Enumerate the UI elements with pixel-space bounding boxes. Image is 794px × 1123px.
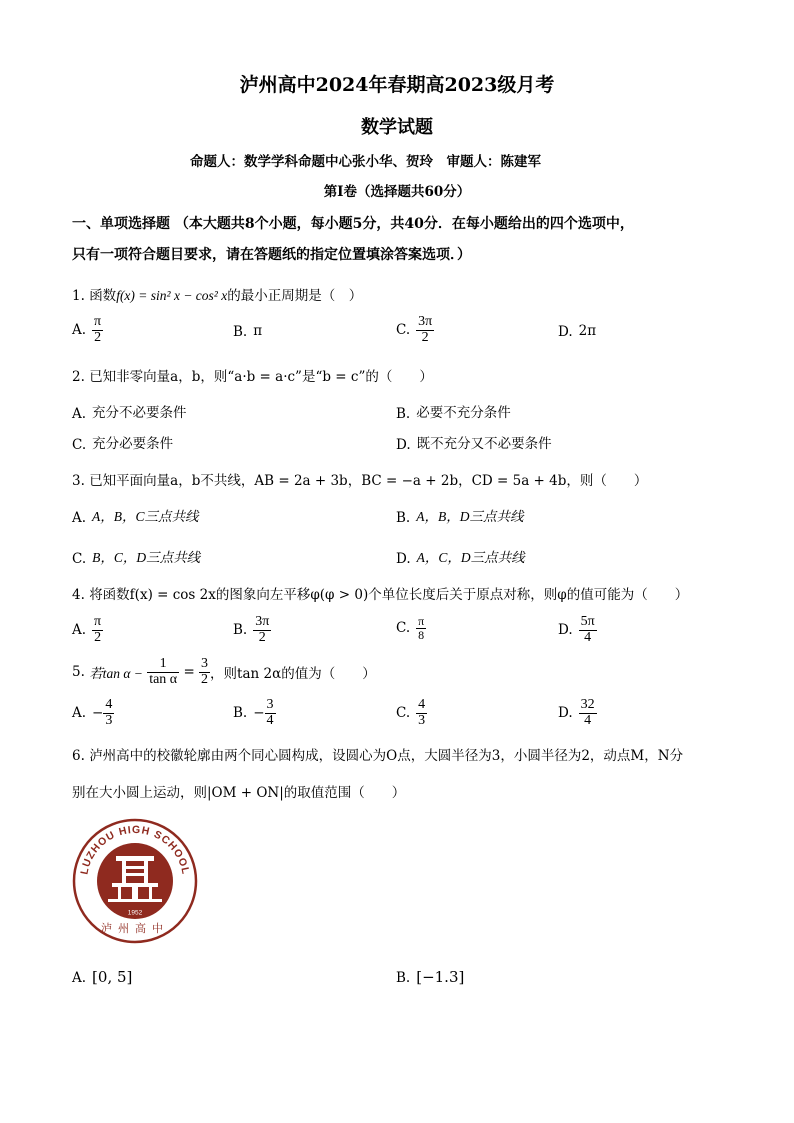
frac-num: π: [418, 614, 425, 628]
question-prefix: 若tan α −: [89, 666, 143, 682]
option-label: A.: [72, 970, 87, 986]
question-number: 6.: [72, 748, 85, 764]
question-suffix: 的最小正周期是（ ）: [227, 288, 363, 304]
option-text: 既不充分又不必要条件: [416, 436, 552, 452]
option-label: A.: [72, 405, 87, 422]
option-text: [−1.3]: [416, 968, 465, 986]
question-number: 5.: [72, 664, 85, 681]
option-label: B.: [396, 970, 411, 986]
question-prefix: 函数: [89, 288, 117, 304]
option-5d: [558, 698, 597, 728]
section-heading-line1: 一、单项选择题 （本大题共8个小题，每小题5分，共40分．在每小题给出的四个选项中，: [72, 216, 634, 232]
option-3d: [396, 546, 525, 567]
option-5b: [233, 698, 276, 728]
option-label: B.: [396, 509, 411, 526]
question-5: [72, 657, 376, 687]
year-text: 1952: [127, 909, 143, 917]
frac-den: 2: [201, 671, 209, 687]
option-1c: [396, 315, 434, 345]
exam-part: 第Ⅰ卷（选择题共60分）: [323, 184, 471, 200]
question-number: 3.: [72, 473, 85, 489]
frac-den: 8: [418, 627, 425, 642]
option-2a: [72, 401, 187, 422]
question-3: [72, 469, 647, 489]
frac-den: 2: [94, 329, 102, 345]
option-5c: [396, 698, 427, 728]
frac-den: 4: [584, 712, 592, 728]
option-text: B，C，D三点共线: [92, 550, 201, 565]
option-2d: [396, 432, 552, 453]
frac-num: 4: [418, 697, 426, 712]
section-heading-line2: 只有一项符合题目要求，请在答题纸的指定位置填涂答案选项．）: [72, 247, 471, 263]
question-text: 别在大小圆上运动，则|OM + ON|的取值范围（ ）: [72, 785, 406, 801]
option-4b: [233, 615, 271, 645]
option-6b: [396, 968, 464, 986]
frac-num: π: [94, 614, 102, 629]
exam-subject: 数学试题: [361, 117, 433, 138]
exam-title: 泸州高中2024年春期高2023级月考: [239, 74, 555, 96]
option-2c: [72, 432, 173, 453]
option-label: A.: [72, 322, 87, 339]
option-label: C.: [396, 322, 411, 339]
option-label: A.: [72, 509, 87, 526]
option-text: A，B，D三点共线: [416, 509, 524, 524]
logo-bottom-text: 泸州高中: [101, 922, 169, 935]
option-1d: [558, 323, 596, 340]
option-label: D.: [558, 622, 573, 639]
option-label: A.: [72, 705, 87, 722]
option-label: D.: [396, 436, 411, 453]
school-logo: [72, 818, 198, 944]
option-sign: −: [253, 705, 265, 722]
option-1a: [72, 315, 103, 345]
option-label: C.: [396, 705, 411, 722]
option-text: [0, 5]: [92, 968, 133, 986]
option-label: B.: [233, 323, 248, 340]
option-label: B.: [396, 405, 411, 422]
option-text: 必要不充分条件: [416, 405, 511, 421]
option-6a: [72, 968, 132, 986]
question-text: 已知平面向量a，b不共线，AB = 2a + 3b，BC = −a + 2b，CD = 5a + 4b，则（ ）: [89, 473, 648, 489]
option-text: 2π: [578, 323, 597, 339]
question-expression: f(x) = sin² x − cos² x: [116, 288, 228, 303]
option-text: 充分必要条件: [92, 436, 174, 452]
option-label: D.: [396, 550, 411, 567]
option-3c: [72, 546, 200, 567]
frac-num: 3π: [255, 614, 270, 629]
frac-den: 3: [418, 712, 426, 728]
question-suffix: ，则tan 2α的值为（ ）: [210, 666, 376, 683]
frac-num: 3: [266, 697, 274, 712]
option-4c: [396, 615, 426, 641]
question-6-line1: [72, 744, 683, 764]
frac-num: 1: [147, 657, 179, 673]
equals-sign: =: [183, 664, 195, 681]
frac-num: 3π: [418, 314, 433, 329]
option-label: D.: [558, 323, 573, 340]
frac-num: 4: [105, 697, 113, 712]
question-text: 已知非零向量a，b，则“a·b = a·c”是“b = c”的（ ）: [89, 369, 433, 385]
frac-den: 2: [94, 629, 102, 645]
option-text: A，B，C三点共线: [92, 509, 199, 524]
option-text: π: [253, 323, 263, 339]
option-label: B.: [233, 705, 248, 722]
question-number: 1.: [72, 288, 85, 304]
option-label: B.: [233, 622, 248, 639]
option-text: A，C，D三点共线: [416, 550, 525, 565]
frac-den: 2: [421, 329, 429, 345]
option-4a: [72, 615, 103, 645]
option-label: C.: [72, 436, 87, 453]
frac-num: 32: [580, 697, 595, 712]
frac-num: 5π: [580, 614, 595, 629]
frac-den: 4: [584, 629, 592, 645]
school-logo-graphic: [72, 818, 198, 944]
question-4: [72, 583, 688, 603]
question-text: 泸州高中的校徽轮廓由两个同心圆构成，设圆心为O点，大圆半径为3，小圆半径为2，动点M，N分: [89, 748, 684, 764]
question-6-line2: [72, 781, 405, 801]
question-2: [72, 365, 433, 385]
option-label: D.: [558, 705, 573, 722]
ring-text: LUZHOU HIGH SCHOOL: [78, 823, 192, 876]
frac-num: 3: [201, 656, 209, 671]
frac-den: tan α: [149, 671, 178, 687]
option-5a: [72, 698, 114, 728]
option-4d: [558, 615, 597, 645]
option-label: C.: [72, 550, 87, 567]
option-3a: [72, 505, 199, 526]
option-sign: −: [92, 705, 104, 722]
question-text: 将函数f(x) = cos 2x的图象向左平移φ(φ > 0)个单位长度后关于原点对称，则φ的值可能为（ ）: [89, 587, 689, 603]
question-number: 4.: [72, 587, 85, 603]
option-text: 充分不必要条件: [92, 405, 187, 421]
frac-den: 4: [266, 712, 274, 728]
frac-num: π: [94, 314, 102, 329]
question-number: 2.: [72, 369, 85, 385]
frac-den: 3: [105, 712, 113, 728]
option-1b: [233, 323, 262, 340]
option-label: A.: [72, 622, 87, 639]
frac-den: 2: [258, 629, 266, 645]
question-1: [72, 284, 362, 304]
exam-authors: 命题人：数学学科命题中心张小华、贺玲 审题人：陈建军: [190, 154, 541, 170]
option-3b: [396, 505, 523, 526]
option-label: C.: [396, 620, 411, 637]
option-2b: [396, 401, 511, 422]
inner-disc: [97, 843, 173, 919]
